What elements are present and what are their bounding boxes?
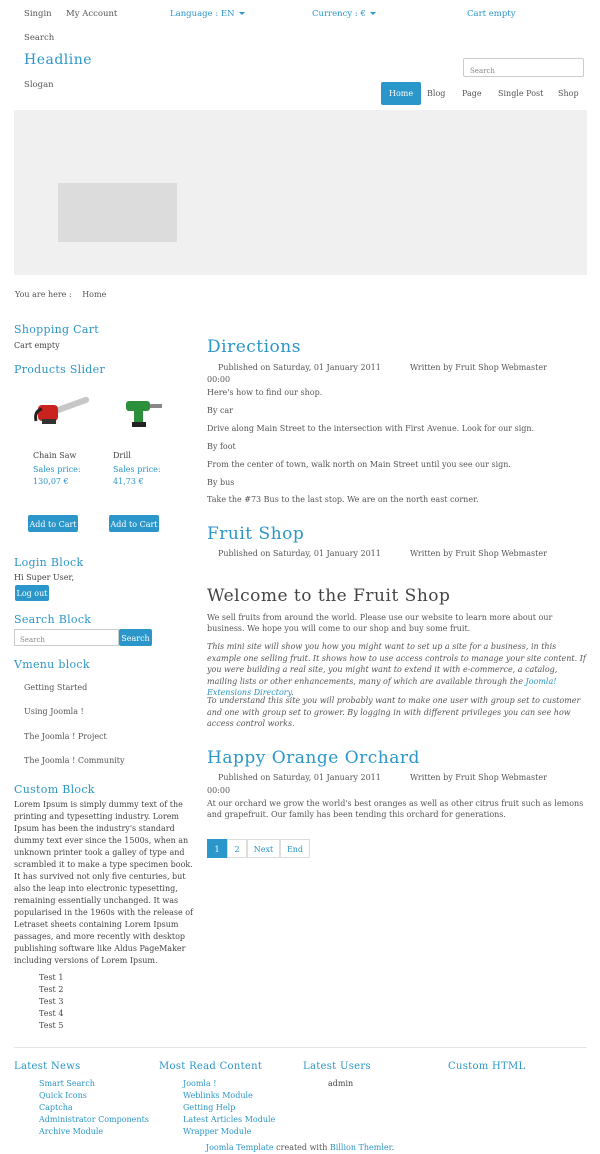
- article-title[interactable]: Fruit Shop: [207, 524, 305, 544]
- sidebar-search-button[interactable]: Search: [119, 629, 152, 646]
- add-to-cart-button[interactable]: Add to Cart: [28, 515, 78, 532]
- next-page-button[interactable]: Next: [247, 839, 280, 858]
- footer-link[interactable]: Getting Help: [183, 1103, 236, 1112]
- search-block-title: Search Block: [14, 613, 92, 626]
- cart-link[interactable]: Cart empty: [467, 9, 516, 19]
- language-dropdown[interactable]: Language : EN: [170, 9, 245, 19]
- chevron-down-icon: [239, 12, 245, 15]
- vmenu-item[interactable]: Using Joomla !: [24, 707, 84, 716]
- product-price: 41,73 €: [113, 477, 144, 486]
- article-time: 00:00: [207, 786, 231, 795]
- vmenu-title: Vmenu block: [14, 658, 90, 671]
- footer-link[interactable]: Archive Module: [39, 1127, 104, 1136]
- article-paragraph: Drive along Main Street to the intersection with First Avenue. Look for our sign.: [207, 424, 535, 433]
- product-name[interactable]: Drill: [113, 451, 131, 460]
- main-nav: [0, 82, 600, 103]
- site-headline[interactable]: Headline: [24, 52, 93, 68]
- currency-dropdown[interactable]: Currency : €: [312, 9, 376, 19]
- sidebar-search-input[interactable]: Search: [14, 629, 119, 646]
- login-greeting: Hi Super User,: [14, 573, 75, 582]
- article-published: Published on Saturday, 01 January 2011: [218, 549, 381, 558]
- add-to-cart-button[interactable]: Add to Cart: [109, 515, 159, 532]
- themler-link[interactable]: Billion Themler: [329, 1143, 392, 1152]
- article-intro: We sell fruits from around the world. Please use our website to learn more about our business. We hope you will come to our shop and buy some fruit.: [207, 613, 553, 633]
- last-page-button[interactable]: End: [280, 839, 310, 858]
- list-item: Test 5: [39, 1021, 64, 1030]
- article-published: Published on Saturday, 01 January 2011: [218, 773, 381, 782]
- nav-item-blog[interactable]: Blog: [427, 89, 446, 98]
- nav-item-home[interactable]: Home: [381, 82, 421, 105]
- extensions-directory-link[interactable]: Joomla! Extensions Directory: [207, 676, 557, 697]
- most-read-title: Most Read Content: [159, 1061, 263, 1072]
- breadcrumb: [15, 290, 106, 299]
- login-block-title: Login Block: [14, 556, 84, 569]
- custom-block-title: Custom Block: [14, 783, 95, 796]
- article-italic-text: This mini site will show you how you might want to set up a site for a business, in this example one selling fruit. It shows how to use access controls to manage your site content. If you were building a real site, you might want to extend it with e-commerce, a catalog, mailing lists or other enhancements, many of which are available through the Joomla! Extensions Directory.: [207, 642, 586, 697]
- list-item: Test 1: [39, 973, 64, 982]
- my-account-link[interactable]: My Account: [66, 9, 118, 19]
- breadcrumb-current[interactable]: Home: [82, 290, 107, 299]
- article-italic-text: To understand this site you will probably want to make one user with group set to customer and one with group set to grower. By logging in with different privileges you can see how access control works.: [207, 696, 581, 728]
- nav-item-page[interactable]: Page: [462, 89, 482, 98]
- article-paragraph: By car: [207, 406, 234, 415]
- vmenu-item[interactable]: The Joomla ! Community: [24, 756, 125, 765]
- logout-button[interactable]: Log out: [15, 585, 49, 601]
- header-search-input[interactable]: Search: [463, 58, 584, 77]
- article-text: At our orchard we grow the world's best oranges as well as other citrus fruit such as lemons and grapefruit. Our family has been tending this orchard for generations.: [207, 799, 584, 819]
- article-paragraph: Take the #73 Bus to the last stop. We are on the north east corner.: [207, 495, 479, 504]
- footer-link[interactable]: Captcha: [39, 1103, 73, 1112]
- article-paragraph: By bus: [207, 478, 235, 487]
- article-time: 00:00: [207, 375, 231, 384]
- chainsaw-icon[interactable]: [32, 393, 94, 429]
- footer-link[interactable]: Joomla !: [183, 1079, 217, 1088]
- article-published: Published on Saturday, 01 January 2011: [218, 363, 381, 372]
- search-link[interactable]: Search: [24, 33, 55, 43]
- article-paragraph: Here's how to find our shop.: [207, 388, 323, 397]
- drill-icon[interactable]: [122, 393, 168, 429]
- article-title[interactable]: Directions: [207, 337, 301, 357]
- list-item: Test 3: [39, 997, 64, 1006]
- cart-status: Cart empty: [14, 341, 60, 350]
- latest-users-title: Latest Users: [303, 1061, 371, 1072]
- price-label: Sales price:: [33, 465, 81, 474]
- breadcrumb-label: You are here :: [15, 290, 72, 299]
- article-author: Written by Fruit Shop Webmaster: [410, 773, 547, 782]
- footer-credit: Joomla Template created with Billion Themler.: [205, 1143, 395, 1152]
- chevron-down-icon: [370, 12, 376, 15]
- footer-link[interactable]: Administrator Components: [39, 1115, 149, 1124]
- custom-block-text: Lorem Ipsum is simply dummy text of the printing and typesetting industry. Lorem Ipsum has been the industry's standard dummy text ever since the 1500s, when an unknown printer took a galley of type and scrambled it to make a type specimen book. It has survived not only five centuries, but also the leap into electronic typesetting, remaining essentially unchanged. It was popularised in the 1960s with the release of Letraset sheets containing Lorem Ipsum passages, and more recently with desktop publishing software like Aldus PageMaker including versions of Lorem Ipsum.: [14, 800, 194, 965]
- products-slider-title: Products Slider: [14, 363, 106, 376]
- article-title[interactable]: Happy Orange Orchard: [207, 748, 420, 768]
- site-slogan: Slogan: [24, 80, 54, 90]
- user-item: admin: [328, 1079, 354, 1088]
- signin-link[interactable]: Singin: [24, 9, 52, 19]
- article-paragraph: By foot: [207, 442, 236, 451]
- list-item: Test 4: [39, 1009, 64, 1018]
- custom-html-title: Custom HTML: [448, 1061, 526, 1072]
- article-subtitle: Welcome to the Fruit Shop: [207, 586, 451, 606]
- footer-link[interactable]: Quick Icons: [39, 1091, 87, 1100]
- vmenu-item[interactable]: The Joomla ! Project: [24, 732, 107, 741]
- footer-link[interactable]: Wrapper Module: [183, 1127, 252, 1136]
- footer-link[interactable]: Weblinks Module: [183, 1091, 253, 1100]
- banner-image-placeholder: [58, 183, 177, 242]
- article-author: Written by Fruit Shop Webmaster: [410, 363, 547, 372]
- vmenu-item[interactable]: Getting Started: [24, 683, 88, 692]
- footer-divider: [14, 1047, 587, 1048]
- joomla-template-link[interactable]: Joomla Template: [205, 1143, 274, 1152]
- article-paragraph: From the center of town, walk north on Main Street until you see our sign.: [207, 460, 511, 469]
- article-author: Written by Fruit Shop Webmaster: [410, 549, 547, 558]
- product-price: 130,07 €: [33, 477, 69, 486]
- nav-item-shop[interactable]: Shop: [558, 89, 579, 98]
- price-label: Sales price:: [113, 465, 161, 474]
- latest-news-title: Latest News: [14, 1061, 81, 1072]
- footer-link[interactable]: Latest Articles Module: [183, 1115, 276, 1124]
- nav-item-single-post[interactable]: Single Post: [498, 89, 544, 98]
- page-2-button[interactable]: 2: [227, 839, 247, 858]
- list-item: Test 2: [39, 985, 64, 994]
- page-1-button[interactable]: 1: [207, 839, 227, 858]
- product-name[interactable]: Chain Saw: [33, 451, 77, 460]
- shopping-cart-title: Shopping Cart: [14, 323, 100, 336]
- banner: [14, 110, 587, 275]
- footer-link[interactable]: Smart Search: [39, 1079, 95, 1088]
